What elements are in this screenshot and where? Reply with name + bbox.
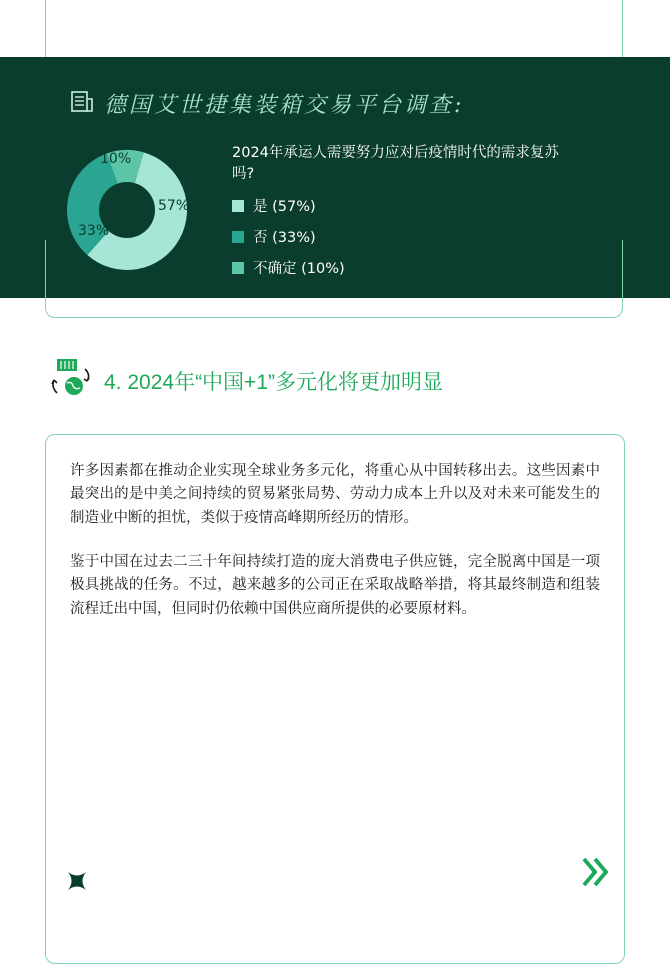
section-heading: 4. 2024年“中国+1”多元化将更加明显 — [104, 371, 443, 394]
legend-swatch — [232, 231, 244, 243]
legend-label: 不确定 (10%) — [253, 261, 345, 277]
legend-item-no — [232, 221, 345, 252]
legend-item-yes — [232, 190, 345, 221]
four-point-star-icon — [66, 870, 88, 892]
slice-label-yes: 57% — [158, 198, 190, 214]
double-chevron-right-icon[interactable] — [580, 855, 612, 889]
legend — [232, 190, 345, 283]
globe-container-icon — [45, 355, 95, 405]
legend-swatch — [232, 262, 244, 274]
document-icon — [70, 90, 94, 114]
slice-label-no: 33% — [78, 223, 110, 239]
legend-label: 是 (57%) — [253, 199, 316, 215]
paragraph-1: 许多因素都在推动企业实现全球业务多元化，将重心从中国转移出去。这些因素中最突出的是中美之间持续的贸易紧张局势、劳动力成本上升以及对未来可能发生的制造业中断的担忧，类似于疫情高峰期所经历的情形。 — [70, 462, 600, 526]
legend-swatch — [232, 200, 244, 212]
survey-question: 2024年承运人需要努力应对后疫情时代的需求复苏吗? — [232, 145, 559, 182]
paragraph-2: 鉴于中国在过去二三十年间持续打造的庞大消费电子供应链，完全脱离中国是一项极具挑战的任务。不过，越来越多的公司正在采取战略举措，将其最终制造和组装流程迁出中国，但同时仍依赖中国供应商所提供的必要原材料。 — [70, 553, 600, 617]
legend-item-unsure — [232, 252, 345, 283]
survey-title: 德国艾世捷集装箱交易平台调查: — [104, 93, 465, 118]
slice-label-unsure: 10% — [100, 151, 132, 167]
legend-label: 否 (33%) — [253, 230, 316, 246]
